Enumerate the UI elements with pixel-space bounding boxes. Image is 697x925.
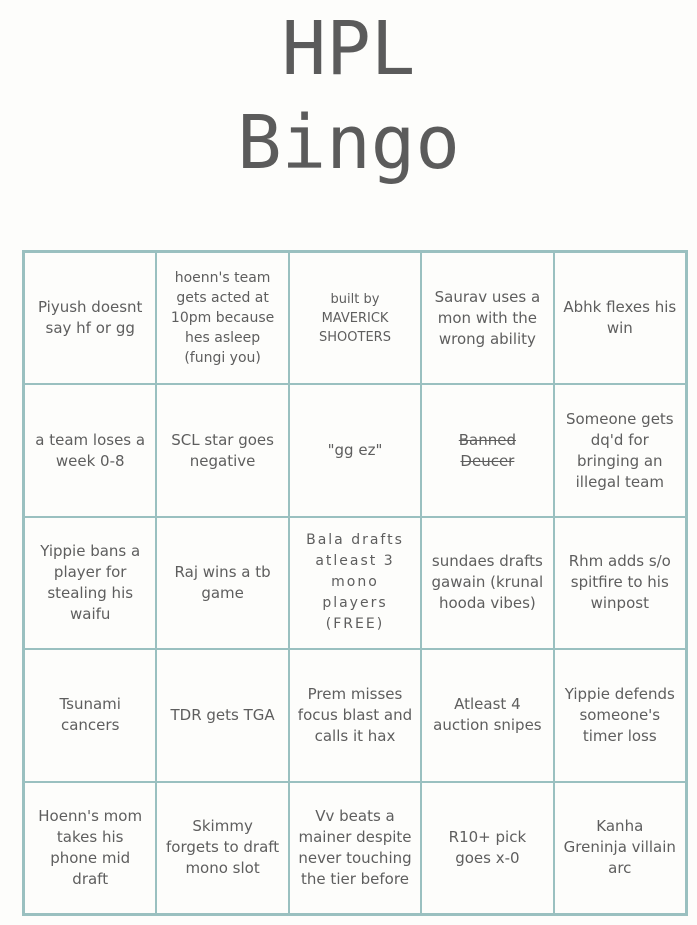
bingo-cell-text-struck: Banned Deucer <box>458 430 517 470</box>
bingo-cell-r1-c1 <box>24 252 156 384</box>
bingo-cell-text: Hoenn's mom takes his phone mid draft <box>38 806 143 888</box>
bingo-cell-text: "gg ez" <box>327 441 383 460</box>
bingo-cell-r1-c4 <box>421 252 553 384</box>
bingo-cell-r5-c4 <box>421 782 553 914</box>
bingo-cell-text: sundaes drafts gawain (krunal hooda vibes) <box>431 552 544 613</box>
bingo-cell-text: Kanha Greninja villain arc <box>563 817 676 878</box>
bingo-cell-text: Yippie bans a player for stealing his waifu <box>40 541 141 623</box>
page-title-line-2: Bingo <box>237 100 460 186</box>
bingo-cell-text: Piyush doesnt say hf or gg <box>37 298 143 338</box>
bingo-cell-text: Vv beats a mainer despite never touching the tier before <box>298 806 412 888</box>
bingo-cell-r3-c4 <box>421 517 553 649</box>
bingo-cell-r2-c3 <box>289 384 421 516</box>
bingo-cell-r4-c3 <box>289 649 421 781</box>
bingo-cell-r4-c5 <box>554 649 686 781</box>
bingo-cell-r2-c1 <box>24 384 156 516</box>
bingo-cell-text: Yippie defends someone's timer loss <box>564 684 675 745</box>
bingo-cell-text: Skimmy forgets to draft mono slot <box>166 817 280 878</box>
bingo-cell-r2-c5 <box>554 384 686 516</box>
bingo-cell-r3-c1 <box>24 517 156 649</box>
bingo-cell-r5-c3 <box>289 782 421 914</box>
bingo-cell-r5-c2 <box>156 782 288 914</box>
bingo-cell-r3-c5 <box>554 517 686 649</box>
bingo-cell-text: built by MAVERICK SHOOTERS <box>319 291 391 345</box>
bingo-board <box>22 250 688 916</box>
bingo-cell-text: Bala drafts atleast 3 mono players (FREE) <box>306 532 404 633</box>
bingo-cell-r3-c2 <box>156 517 288 649</box>
bingo-cell-text: Atleast 4 auction snipes <box>433 695 542 735</box>
bingo-cell-r5-c1 <box>24 782 156 914</box>
bingo-cell-r2-c2 <box>156 384 288 516</box>
bingo-cell-r1-c2 <box>156 252 288 384</box>
bingo-cell-text: Tsunami cancers <box>59 695 121 735</box>
bingo-cell-r2-c4 <box>421 384 553 516</box>
bingo-cell-r5-c5 <box>554 782 686 914</box>
bingo-cell-text: Saurav uses a mon with the wrong ability <box>434 287 541 348</box>
bingo-cell-r3-c3-free <box>289 517 421 649</box>
bingo-cell-text: a team loses a week 0-8 <box>35 430 146 470</box>
bingo-cell-r4-c1 <box>24 649 156 781</box>
bingo-cell-text: R10+ pick goes x-0 <box>448 827 527 867</box>
bingo-cell-text: hoenn's team gets acted at 10pm because hes asleep (fungi you) <box>170 270 275 367</box>
page-title-line-1: HPL <box>281 6 416 92</box>
bingo-cell-text: TDR gets TGA <box>170 705 275 724</box>
bingo-cell-text: Prem misses focus blast and calls it hax <box>297 684 413 745</box>
bingo-cell-text: Abhk flexes his win <box>563 298 677 338</box>
bingo-cell-text: Raj wins a tb game <box>174 562 271 602</box>
bingo-cell-r4-c4 <box>421 649 553 781</box>
bingo-cell-r1-c3 <box>289 252 421 384</box>
bingo-cell-r4-c2 <box>156 649 288 781</box>
bingo-cell-text: SCL star goes negative <box>171 430 274 470</box>
bingo-cell-r1-c5 <box>554 252 686 384</box>
bingo-cell-text: Rhm adds s/o spitfire to his winpost <box>568 552 671 613</box>
bingo-cell-text: Someone gets dq'd for bringing an illegal team <box>565 409 674 491</box>
